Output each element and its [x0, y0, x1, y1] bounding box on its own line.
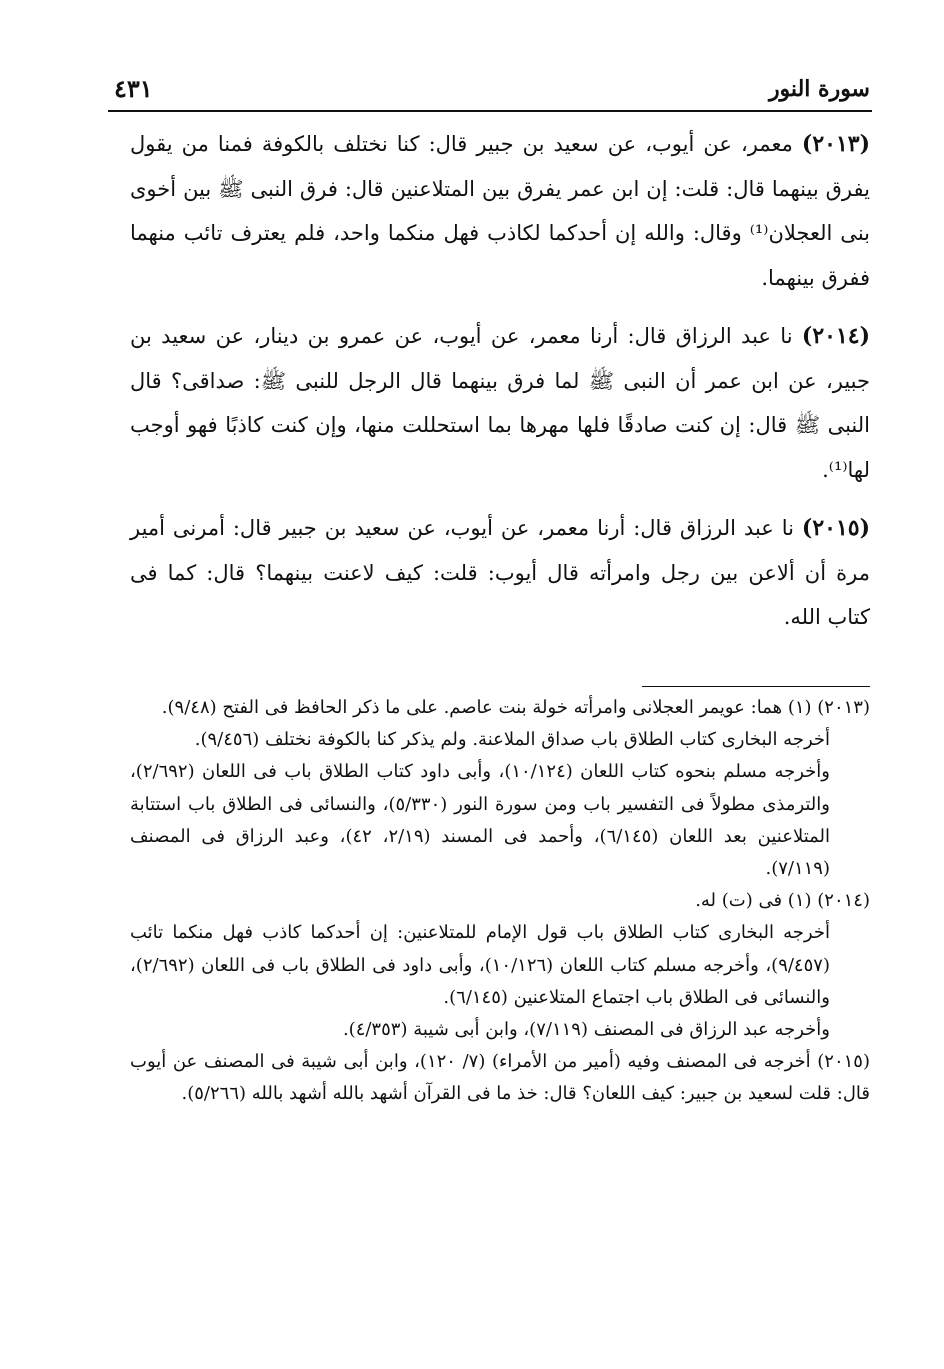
footnote-2013 [130, 692, 870, 885]
hadith-2013 [130, 122, 870, 300]
footnote-paragraph: أخرجه البخارى كتاب الطلاق باب صداق الملاعنة. ولم يذكر كنا بالكوفة نختلف (٩/٤٥٦). [194, 729, 830, 751]
footnote-tag: (٢٠١٥) [817, 1051, 870, 1073]
footnote-2014 [130, 885, 870, 1046]
footnote-head [130, 692, 870, 724]
footnote-text: (١) فى (ت) له. [695, 890, 818, 912]
hadith-number: (٢٠١٥) [801, 515, 870, 541]
main-text [130, 122, 870, 654]
footnote-head [130, 1046, 870, 1110]
hadith-2014 [130, 314, 870, 492]
hadith-number: (٢٠١٤) [801, 323, 870, 349]
footnote-2015 [130, 1046, 870, 1110]
page-number: ٤٣١ [114, 74, 153, 103]
hadith-text: معمر، عن أيوب، عن سعيد بن جبير قال: كنا نختلف بالكوفة فمنا من يقول يفرق بينهما قال: قلت: إن ابن عمر يفرق بين المتلاعنين قال: فرق النبى ﷺ بين أخوى بنى العجلان⁽¹⁾ وقال: والله إن أحدكما لكاذب فهل منكما واحد، فلم يعترف تائب منهما ففرق بينهما. [130, 132, 870, 290]
footnote-tag: (٢٠١٤) [817, 890, 870, 912]
hadith-2015 [130, 506, 870, 640]
hadith-text: نا عبد الرزاق قال: أرنا معمر، عن أيوب، عن سعيد بن جبير قال: أمرنى أمير مرة أن ألاعن بين رجل وامرأته قال أيوب: قلت: كيف لاعنت بينهما؟ قال: كما فى كتاب الله. [130, 516, 870, 629]
hadith-text: نا عبد الرزاق قال: أرنا معمر، عن أيوب، عن عمرو بن دينار، عن سعيد بن جبير، عن ابن عمر أن النبى ﷺ لما فرق بينهما قال الرجل للنبى ﷺ: صداقى؟ قال النبى ﷺ قال: إن كنت صادقًا فلها مهرها بما استحللت منها، وإن كنت كاذبًا فهو أوجب لها⁽¹⁾. [130, 324, 871, 482]
page-header [108, 70, 870, 112]
footnote-text: (١) هما: عويمر العجلانى وامرأته خولة بنت عاصم. على ما ذكر الحافظ فى الفتح (٩/٤٨). [161, 697, 818, 718]
hadith-number: (٢٠١٣) [801, 131, 870, 157]
footnote-paragraph: أخرجه البخارى كتاب الطلاق باب قول الإمام للمتلاعنين: إن أحدكما كاذب فهل منكما تائب (٩/٤٥٧)، وأخرجه مسلم كتاب اللعان (١٠/١٢٦)، وأبى داود فى الطلاق باب فى اللعان (٢/٦٩٢)، والنسائى فى الطلاق باب اجتماع المتلاعنين (٦/١٤٥). [130, 922, 830, 1008]
surah-title: سورة النور [768, 76, 870, 102]
footnote-text: أخرجه فى المصنف وفيه (أمير من الأمراء) (٧/ ١٢٠)، وابن أبى شيبة فى المصنف عن أيوب قال: قلت لسعيد بن جبير: كيف اللعان؟ قال: خذ ما فى القرآن أشهد بالله أشهد بالله (٥/٢٦٦). [130, 1051, 870, 1105]
footnotes [130, 692, 870, 1111]
footnote-rule [642, 686, 870, 687]
footnote-paragraph: وأخرجه مسلم بنحوه كتاب اللعان (١٠/١٢٤)، وأبى داود كتاب الطلاق باب فى اللعان (٢/٦٩٢)، والترمذى مطولاً فى التفسير باب ومن سورة النور (٥/٣٣٠)، والنسائى فى الطلاق باب استتابة المتلاعنين بعد اللعان (٦/١٤٥)، وأحمد فى المسند (٢/١٩، ٤٢)، وعبد الرزاق فى المصنف (٧/١١٩). [130, 761, 831, 880]
footnote-paragraph: وأخرجه عبد الرزاق فى المصنف (٧/١١٩)، وابن أبى شيبة (٤/٣٥٣). [342, 1019, 830, 1041]
footnote-head [130, 885, 870, 917]
header-rule [108, 110, 872, 112]
footnote-tag: (٢٠١٣) [817, 697, 870, 718]
